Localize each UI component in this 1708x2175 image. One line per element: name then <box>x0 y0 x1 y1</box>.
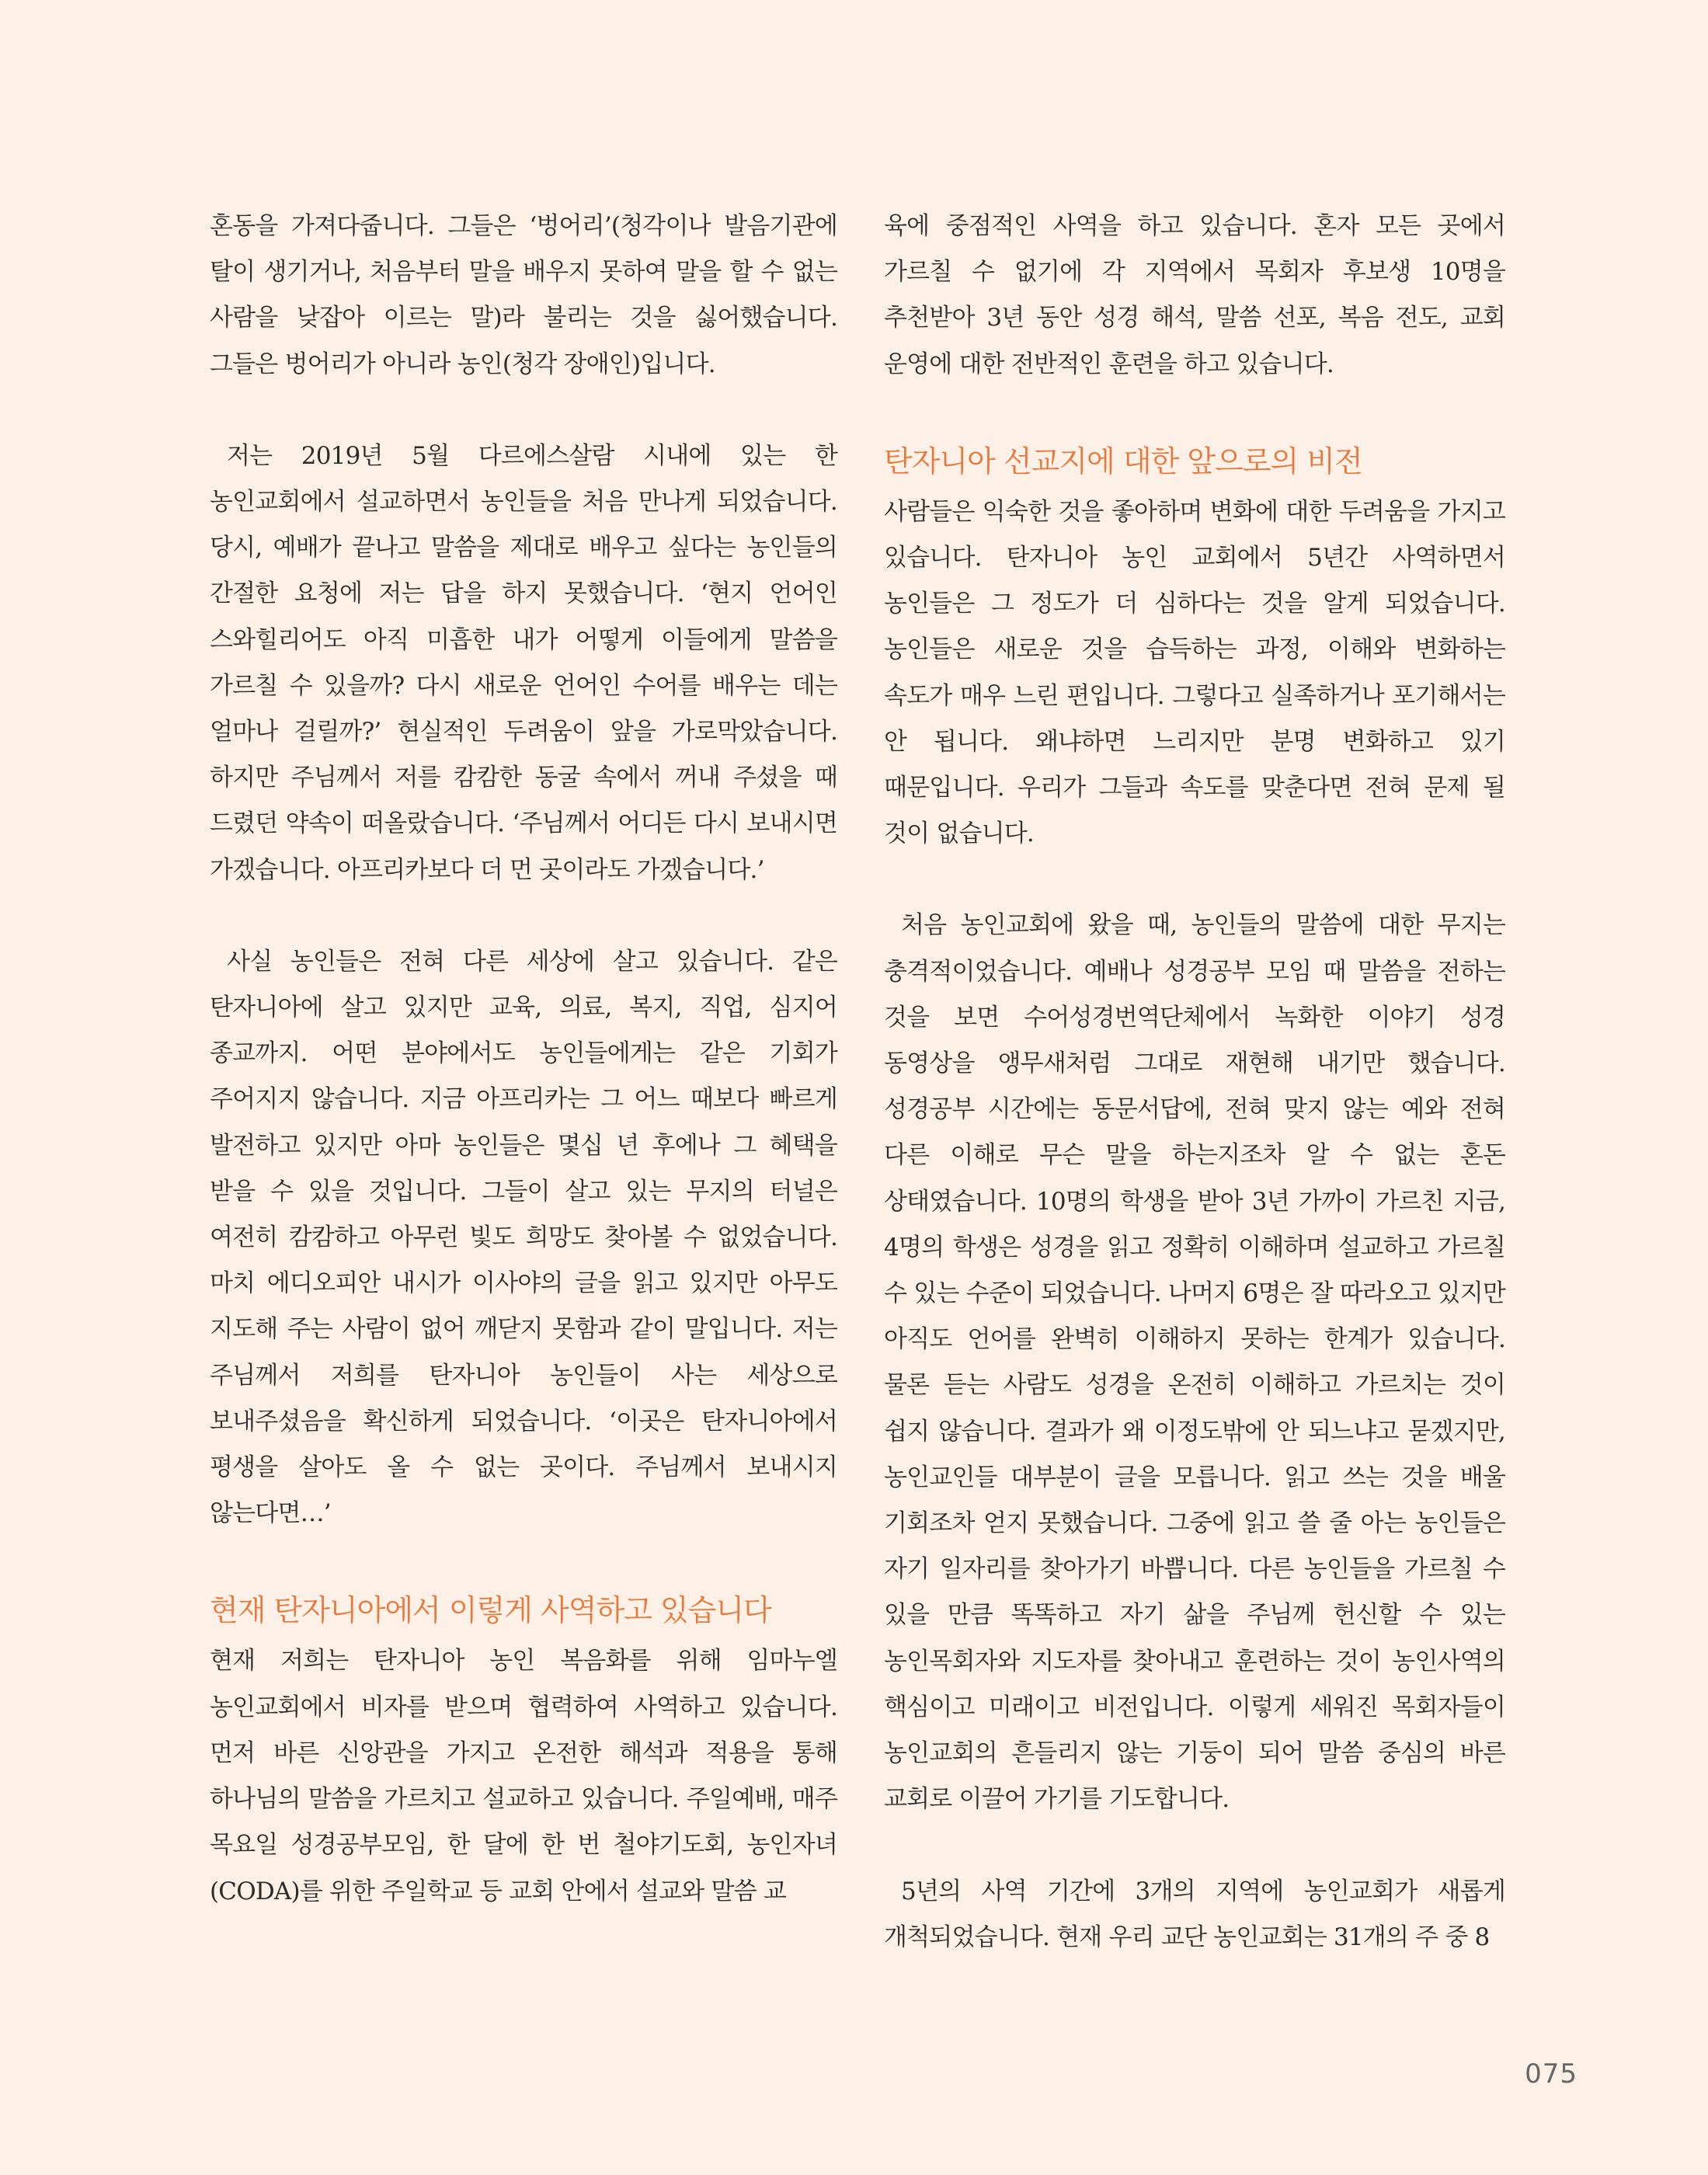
left-paragraph-1: 혼동을 가져다줍니다. 그들은 ‘벙어리’(청각이나 발음기관에 탈이 생기거나, 처음부터 말을 배우지 못하여 말을 할 수 없는 사람을 낮잡아 이르는 말)라 불리는 것을 싫어했습니다. 그들은 벙어리가 아니라 농인(청각 장애인)입니다. <box>210 212 837 378</box>
paragraph-gap <box>210 893 837 939</box>
right-paragraph-1: 육에 중점적인 사역을 하고 있습니다. 혼자 모든 곳에서 가르칠 수 없기에 각 지역에서 목회자 후보생 10명을 추천받아 3년 동안 성경 해석, 말씀 선포, 복음 전도, 교회 운영에 대한 전반적인 훈련을 하고 있습니다. <box>884 212 1505 378</box>
paragraph-gap <box>884 1823 1505 1869</box>
section-heading-current-ministry: 현재 탄자니아에서 이렇게 사역하고 있습니다 <box>210 1593 771 1628</box>
paragraph-gap <box>884 388 1505 433</box>
left-paragraph-4: 현재 저희는 탄자니아 농인 복음화를 위해 임마누엘 농인교회에서 비자를 받으며 협력하여 사역하고 있습니다. 먼저 바른 신앙관을 가지고 온전한 해석과 적용을 통해 하나님의 말씀을 가르치고 설교하고 있습니다. 주일예배, 매주 목요일 성경공부모임, 한 달에 한 번 철야기도회, 농인자녀(CODA)를 위한 주일학교 등 교회 안에서 설교와 말씀 교 <box>210 1647 837 1905</box>
left-paragraph-3: 사실 농인들은 전혀 다른 세상에 살고 있습니다. 같은 탄자니아에 살고 있지만 교육, 의료, 복지, 직업, 심지어 종교까지. 어떤 분야에서도 농인들에게는 같은 기회가 주어지지 않습니다. 지금 아프리카는 그 어느 때보다 빠르게 발전하고 있지만 아마 농인들은 몇십 년 후에나 그 혜택을 받을 수 있을 것입니다. 그들이 살고 있는 무지의 터널은 여전히 캄캄하고 아무런 빛도 희망도 찾아볼 수 없었습니다. 마치 에디오피안 내시가 이사야의 글을 읽고 있지만 아무도 지도해 주는 사람이 없어 깨닫지 못함과 같이 말입니다. 저는 주님께서 저희를 탄자니아 농인들이 사는 세상으로 보내주셨음을 확신하게 되었습니다. ‘이곳은 탄자니아에서 평생을 살아도 올 수 없는 곳이다. 주님께서 보내시지 않는다면…’ <box>210 947 837 1528</box>
right-paragraph-2: 사람들은 익숙한 것을 좋아하며 변화에 대한 두려움을 가지고 있습니다. 탄자니아 농인 교회에서 5년간 사역하면서 농인들은 그 정도가 더 심하다는 것을 알게 되었습니다. 농인들은 새로운 것을 습득하는 과정, 이해와 변화하는 속도가 매우 느린 편입니다. 그렇다고 실족하거나 포기해서는 안 됩니다. 왜냐하면 느리지만 분명 변화하고 있기 때문입니다. 우리가 그들과 속도를 맞춘다면 전혀 문제 될 것이 없습니다. <box>884 497 1505 848</box>
left-column <box>210 204 837 1915</box>
paragraph-gap <box>210 1536 837 1582</box>
right-column <box>884 204 1505 1961</box>
right-paragraph-3: 처음 농인교회에 왔을 때, 농인들의 말씀에 대한 무지는 충격적이었습니다. 예배나 성경공부 모임 때 말씀을 전하는 것을 보면 수어성경번역단체에서 녹화한 이야기 성경 동영상을 앵무새처럼 그대로 재현해 내기만 했습니다. 성경공부 시간에는 동문서답에, 전혀 맞지 않는 예와 전혀 다른 이해로 무슨 말을 하는지조차 알 수 없는 혼돈 상태였습니다. 10명의 학생을 받아 3년 가까이 가르친 지금, 4명의 학생은 성경을 읽고 정확히 이해하며 설교하고 가르칠 수 있는 수준이 되었습니다. 나머지 6명은 잘 따라오고 있지만 아직도 언어를 완벽히 이해하지 못하는 한계가 있습니다. 물론 듣는 사람도 성경을 온전히 이해하고 가르치는 것이 쉽지 않습니다. 결과가 왜 이정도밖에 안 되느냐고 묻겠지만, 농인교인들 대부분이 글을 모릅니다. 읽고 쓰는 것을 배울 기회조차 얻지 못했습니다. 그중에 읽고 쓸 줄 아는 농인들은 자기 일자리를 찾아가기 바쁩니다. 다른 농인들을 가르칠 수 있을 만큼 똑똑하고 자기 삶을 주님께 헌신할 수 있는 농인목회자와 지도자를 찾아내고 훈련하는 것이 농인사역의 핵심이고 미래이고 비전입니다. 이렇게 세워진 목회자들이 농인교회의 흔들리지 않는 기둥이 되어 말씀 중심의 바른 교회로 이끌어 가기를 기도합니다. <box>884 911 1505 1814</box>
page-number: 075 <box>1525 2058 1578 2090</box>
right-paragraph-4: 5년의 사역 기간에 3개의 지역에 농인교회가 새롭게 개척되었습니다. 현재 우리 교단 농인교회는 31개의 주 중 8 <box>884 1877 1505 1951</box>
paragraph-gap <box>210 388 837 433</box>
section-heading-future-vision: 탄자니아 선교지에 대한 앞으로의 비전 <box>884 444 1362 478</box>
paragraph-gap <box>884 857 1505 903</box>
left-paragraph-2: 저는 2019년 5월 다르에스살람 시내에 있는 한 농인교회에서 설교하면서 농인들을 처음 만나게 되었습니다. 당시, 예배가 끝나고 말씀을 제대로 배우고 싶다는 농인들의 간절한 요청에 저는 답을 하지 못했습니다. ‘현지 언어인 스와힐리어도 아직 미흡한 내가 어떻게 이들에게 말씀을 가르칠 수 있을까? 다시 새로운 언어인 수어를 배우는 데는 얼마나 걸릴까?’ 현실적인 두려움이 앞을 가로막았습니다. 하지만 주님께서 저를 캄캄한 동굴 속에서 꺼내 주셨을 때 드렸던 약속이 떠올랐습니다. ‘주님께서 어디든 다시 보내시면 가겠습니다. 아프리카보다 더 먼 곳이라도 가겠습니다.’ <box>210 441 837 884</box>
